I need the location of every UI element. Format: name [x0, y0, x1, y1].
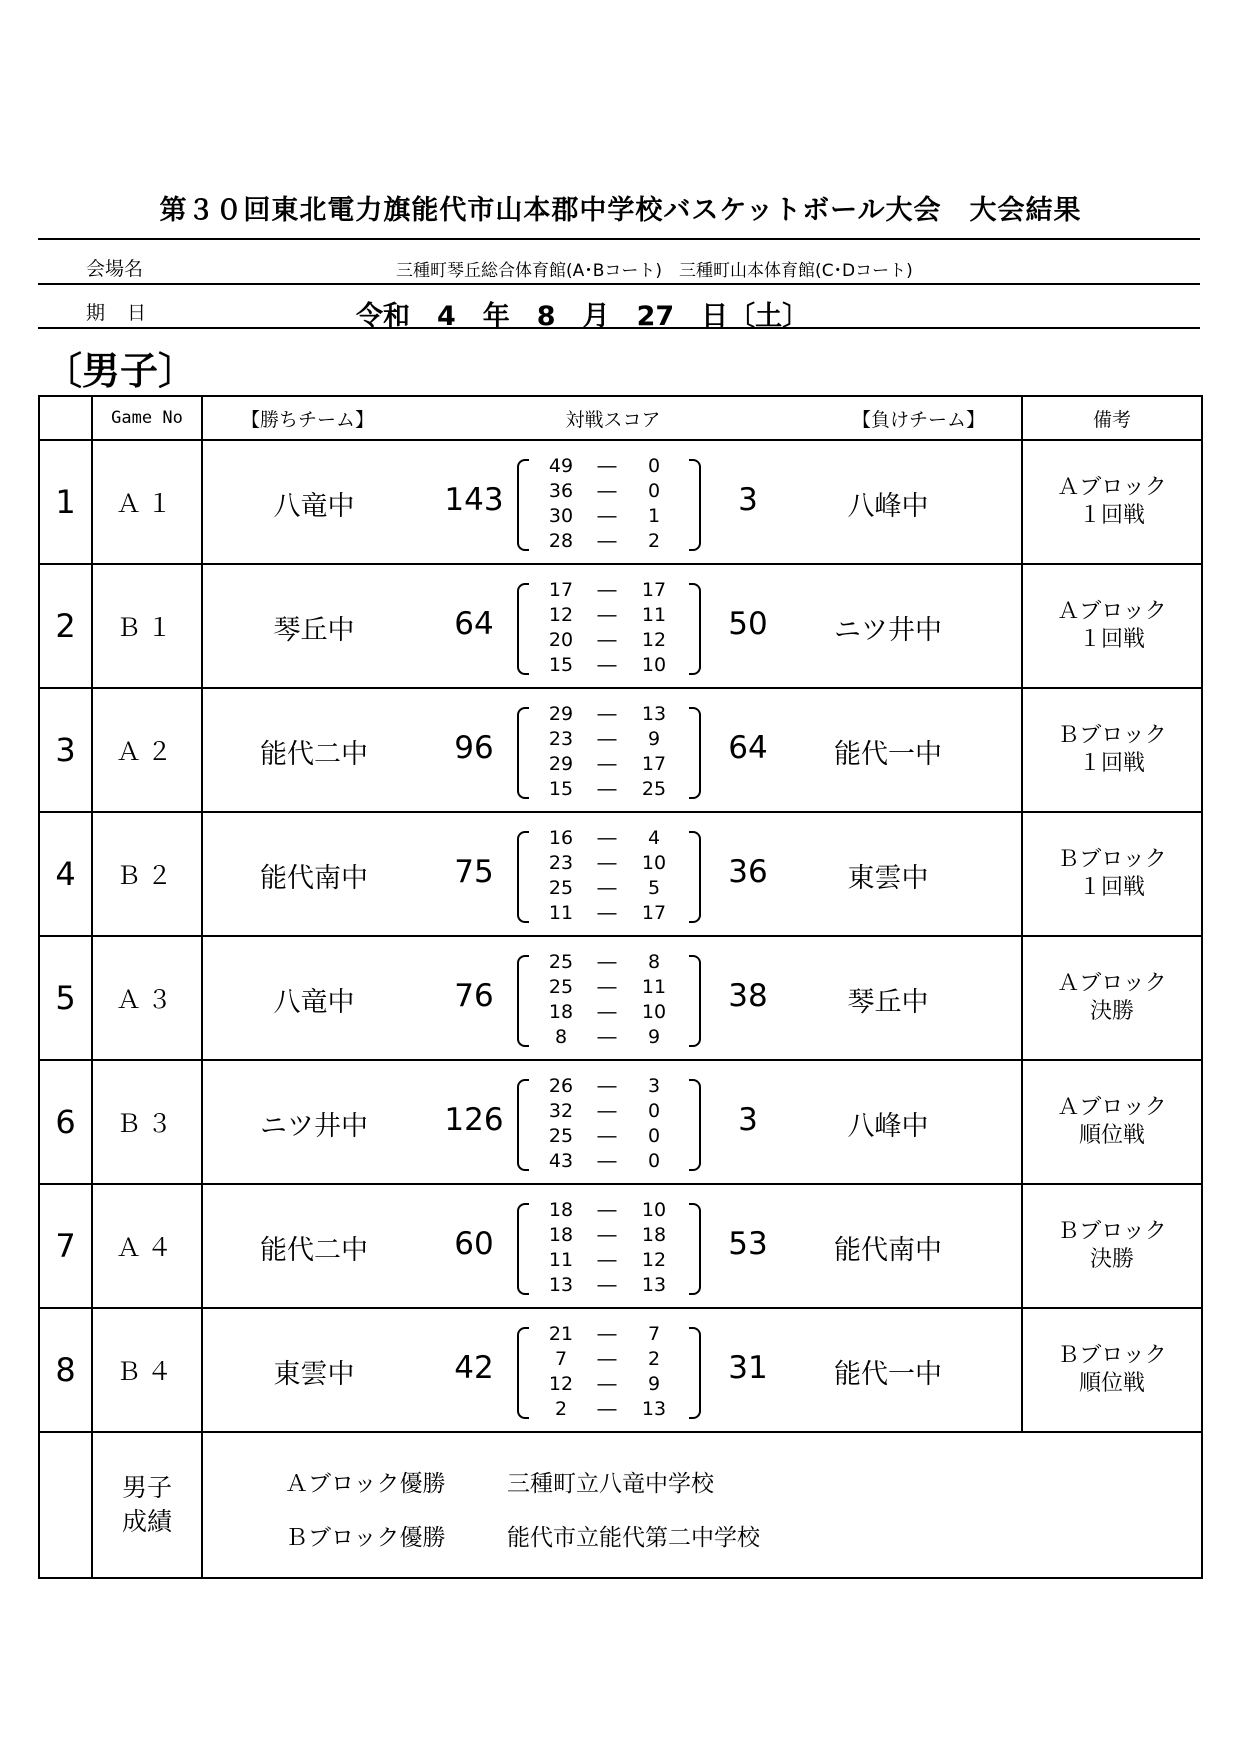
- winner-total: 96: [454, 730, 494, 766]
- summary-block-b: Ｂブロック優勝: [285, 1525, 446, 1551]
- bracket-right: [689, 707, 701, 799]
- quarter-winner-points: 36: [548, 480, 574, 502]
- divider-top: [38, 238, 1200, 240]
- loser-total: 50: [728, 606, 768, 642]
- note-cell: [1022, 564, 1202, 688]
- table-row: [39, 812, 1202, 936]
- quarter-score: [533, 1397, 683, 1422]
- quarter-scores: [533, 578, 683, 678]
- loser-team: 能代一中: [834, 739, 942, 770]
- bracket-right: [689, 1327, 701, 1419]
- bracket-right: [689, 459, 701, 551]
- quarter-dash: ―: [597, 530, 617, 552]
- quarter-winner-points: 30: [548, 505, 574, 527]
- quarter-winner-points: 25: [548, 951, 574, 973]
- winner-total: 75: [454, 854, 494, 890]
- winner-total: 64: [454, 606, 494, 642]
- table-row: [39, 1060, 1202, 1184]
- header-score: 対戦スコア: [565, 408, 661, 431]
- note-block: Ａブロック: [1057, 475, 1167, 500]
- loser-total: 38: [728, 978, 768, 1014]
- loser-total: 3: [738, 1102, 758, 1138]
- winner-total: 76: [454, 978, 494, 1014]
- quarter-loser-points: 7: [647, 1323, 661, 1345]
- quarter-score: [533, 628, 683, 653]
- quarter-score: [533, 1149, 683, 1174]
- winner-team: ニツ井中: [260, 1111, 368, 1142]
- note-round: １回戦: [1078, 751, 1145, 776]
- quarter-score: [533, 504, 683, 529]
- note-cell: [1022, 812, 1202, 936]
- quarter-score: [533, 901, 683, 926]
- quarter-score: [533, 1223, 683, 1248]
- table-row: [39, 564, 1202, 688]
- game-id: Ｂ１: [92, 564, 202, 688]
- quarter-winner-points: 15: [548, 654, 574, 676]
- game-id: Ｂ４: [92, 1308, 202, 1432]
- quarter-dash: ―: [597, 1125, 617, 1147]
- table-row: [39, 936, 1202, 1060]
- quarter-winner-points: 20: [548, 629, 574, 651]
- row-number: 4: [39, 812, 92, 936]
- bracket-left: [517, 955, 529, 1047]
- summary-school-a: 三種町立八竜中学校: [507, 1471, 714, 1497]
- note-block: Ａブロック: [1057, 971, 1167, 996]
- quarter-dash: ―: [597, 1274, 617, 1296]
- bracket-left: [517, 1079, 529, 1171]
- quarter-score: [533, 1124, 683, 1149]
- row-number: 3: [39, 688, 92, 812]
- quarter-winner-points: 25: [548, 1125, 574, 1147]
- quarter-loser-points: 3: [647, 1075, 661, 1097]
- date-value: 令和 4 年 8 月 27 日〔土〕: [356, 301, 810, 332]
- table-row: [39, 688, 1202, 812]
- quarter-dash: ―: [597, 505, 617, 527]
- quarter-winner-points: 32: [548, 1100, 574, 1122]
- quarter-winner-points: 2: [554, 1398, 568, 1420]
- quarter-score: [533, 702, 683, 727]
- loser-team: 八峰中: [847, 491, 929, 522]
- winner-total: 126: [444, 1102, 504, 1138]
- bracket-right: [689, 1079, 701, 1171]
- quarter-winner-points: 7: [554, 1348, 568, 1370]
- quarter-winner-points: 25: [548, 877, 574, 899]
- match-cell: [202, 1308, 1022, 1432]
- loser-team: 東雲中: [847, 863, 929, 894]
- winner-total: 60: [454, 1226, 494, 1262]
- quarter-winner-points: 49: [548, 455, 574, 477]
- quarter-loser-points: 13: [641, 1398, 667, 1420]
- loser-team: 八峰中: [847, 1111, 929, 1142]
- quarter-score: [533, 1198, 683, 1223]
- note-round: 順位戦: [1078, 1123, 1145, 1148]
- quarter-loser-points: 10: [641, 1001, 667, 1023]
- quarter-score: [533, 603, 683, 628]
- page-title: 第３０回東北電力旗能代市山本郡中学校バスケットボール大会 大会結果: [159, 195, 1082, 226]
- note-cell: [1022, 1308, 1202, 1432]
- bracket-left: [517, 1203, 529, 1295]
- quarter-loser-points: 2: [647, 1348, 661, 1370]
- quarter-dash: ―: [597, 703, 617, 725]
- quarter-dash: ―: [597, 753, 617, 775]
- game-id: Ｂ２: [92, 812, 202, 936]
- quarter-dash: ―: [597, 1249, 617, 1271]
- quarter-loser-points: 11: [641, 976, 667, 998]
- match-cell: [202, 1060, 1022, 1184]
- table-row: [39, 1308, 1202, 1432]
- quarter-loser-points: 8: [647, 951, 661, 973]
- winner-total: 143: [444, 482, 504, 518]
- quarter-dash: ―: [597, 1001, 617, 1023]
- winner-total: 42: [454, 1350, 494, 1386]
- quarter-scores: [533, 1074, 683, 1174]
- quarter-loser-points: 10: [641, 1199, 667, 1221]
- quarter-loser-points: 11: [641, 604, 667, 626]
- loser-team: 能代一中: [834, 1359, 942, 1390]
- quarter-dash: ―: [597, 1398, 617, 1420]
- quarter-score: [533, 1099, 683, 1124]
- quarter-winner-points: 43: [548, 1150, 574, 1172]
- results-table: [38, 395, 1203, 1579]
- quarter-score: [533, 851, 683, 876]
- quarter-dash: ―: [597, 778, 617, 800]
- match-cell: [202, 1184, 1022, 1308]
- game-id: Ａ１: [92, 440, 202, 564]
- quarter-winner-points: 26: [548, 1075, 574, 1097]
- divider-venue: [38, 283, 1200, 285]
- quarter-score: [533, 479, 683, 504]
- table-header-row: [39, 396, 1202, 440]
- quarter-winner-points: 23: [548, 852, 574, 874]
- quarter-loser-points: 0: [647, 455, 661, 477]
- bracket-right: [689, 583, 701, 675]
- loser-team: 琴丘中: [847, 987, 929, 1018]
- loser-team: 能代南中: [834, 1235, 942, 1266]
- game-id: Ａ４: [92, 1184, 202, 1308]
- quarter-score: [533, 1000, 683, 1025]
- quarter-winner-points: 11: [548, 1249, 574, 1271]
- quarter-winner-points: 18: [548, 1199, 574, 1221]
- note-round: １回戦: [1078, 875, 1145, 900]
- quarter-winner-points: 23: [548, 728, 574, 750]
- quarter-score: [533, 826, 683, 851]
- quarter-dash: ―: [597, 902, 617, 924]
- quarter-score: [533, 975, 683, 1000]
- bracket-right: [689, 1203, 701, 1295]
- quarter-dash: ―: [597, 1026, 617, 1048]
- bracket-left: [517, 707, 529, 799]
- quarter-dash: ―: [597, 1348, 617, 1370]
- quarter-score: [533, 1347, 683, 1372]
- row-number: 5: [39, 936, 92, 1060]
- quarter-winner-points: 28: [548, 530, 574, 552]
- winner-team: 能代二中: [260, 1235, 368, 1266]
- bracket-right: [689, 831, 701, 923]
- match-cell: [202, 440, 1022, 564]
- quarter-winner-points: 13: [548, 1274, 574, 1296]
- summary-index: [39, 1432, 92, 1578]
- quarter-dash: ―: [597, 1100, 617, 1122]
- quarter-score: [533, 1322, 683, 1347]
- quarter-loser-points: 0: [647, 1150, 661, 1172]
- venue-value: 三種町琴丘総合体育館(A･Bコート) 三種町山本体育館(C･Dコート): [396, 261, 913, 281]
- quarter-score: [533, 1074, 683, 1099]
- quarter-scores: [533, 826, 683, 926]
- summary-result-b: [285, 1519, 760, 1552]
- header-match: [202, 396, 1022, 440]
- quarter-score: [533, 777, 683, 802]
- note-cell: [1022, 440, 1202, 564]
- quarter-loser-points: 10: [641, 654, 667, 676]
- quarter-winner-points: 8: [554, 1026, 568, 1048]
- quarter-winner-points: 18: [548, 1224, 574, 1246]
- summary-row: [39, 1432, 1202, 1578]
- quarter-score: [533, 529, 683, 554]
- summary-label-line2: 成績: [121, 1507, 172, 1536]
- row-number: 7: [39, 1184, 92, 1308]
- divider-date: [38, 327, 1200, 329]
- quarter-score: [533, 578, 683, 603]
- summary-block-a: Ａブロック優勝: [285, 1471, 446, 1497]
- quarter-dash: ―: [597, 951, 617, 973]
- quarter-dash: ―: [597, 1323, 617, 1345]
- quarter-score: [533, 653, 683, 678]
- quarter-winner-points: 15: [548, 778, 574, 800]
- quarter-dash: ―: [597, 827, 617, 849]
- quarter-scores: [533, 950, 683, 1050]
- bracket-left: [517, 1327, 529, 1419]
- quarter-dash: ―: [597, 728, 617, 750]
- quarter-score: [533, 1248, 683, 1273]
- quarter-score: [533, 752, 683, 777]
- row-number: 8: [39, 1308, 92, 1432]
- quarter-winner-points: 21: [548, 1323, 574, 1345]
- quarter-loser-points: 0: [647, 1125, 661, 1147]
- note-block: Ｂブロック: [1057, 1219, 1167, 1244]
- summary-result-a: [285, 1465, 714, 1498]
- game-id: Ａ２: [92, 688, 202, 812]
- bracket-left: [517, 459, 529, 551]
- header-index: [39, 396, 92, 440]
- quarter-dash: ―: [597, 976, 617, 998]
- quarter-loser-points: 18: [641, 1224, 667, 1246]
- quarter-dash: ―: [597, 1199, 617, 1221]
- note-block: Ｂブロック: [1057, 1343, 1167, 1368]
- game-id: Ａ３: [92, 936, 202, 1060]
- quarter-dash: ―: [597, 1224, 617, 1246]
- quarter-loser-points: 13: [641, 1274, 667, 1296]
- quarter-scores: [533, 1322, 683, 1422]
- quarter-winner-points: 25: [548, 976, 574, 998]
- row-number: 1: [39, 440, 92, 564]
- note-round: 決勝: [1089, 1247, 1134, 1272]
- game-id: Ｂ３: [92, 1060, 202, 1184]
- note-round: 決勝: [1089, 999, 1134, 1024]
- match-cell: [202, 688, 1022, 812]
- quarter-winner-points: 12: [548, 604, 574, 626]
- quarter-dash: ―: [597, 1075, 617, 1097]
- quarter-loser-points: 9: [647, 728, 661, 750]
- quarter-score: [533, 1273, 683, 1298]
- quarter-loser-points: 5: [647, 877, 661, 899]
- quarter-dash: ―: [597, 455, 617, 477]
- date-label: 期日: [86, 302, 169, 324]
- loser-total: 64: [728, 730, 768, 766]
- quarter-loser-points: 9: [647, 1026, 661, 1048]
- note-round: １回戦: [1078, 503, 1145, 528]
- bracket-right: [689, 955, 701, 1047]
- summary-label-line1: 男子: [121, 1473, 172, 1502]
- header-loser: 【負けチーム】: [851, 408, 985, 431]
- loser-total: 3: [738, 482, 758, 518]
- loser-total: 31: [728, 1350, 768, 1386]
- quarter-score: [533, 727, 683, 752]
- quarter-score: [533, 876, 683, 901]
- note-cell: [1022, 1060, 1202, 1184]
- winner-team: 八竜中: [273, 491, 355, 522]
- quarter-score: [533, 950, 683, 975]
- quarter-loser-points: 12: [641, 629, 667, 651]
- quarter-winner-points: 18: [548, 1001, 574, 1023]
- quarter-scores: [533, 454, 683, 554]
- quarter-loser-points: 0: [647, 480, 661, 502]
- note-block: Ａブロック: [1057, 1095, 1167, 1120]
- venue-label: 会場名: [86, 258, 144, 280]
- table-row: [39, 440, 1202, 564]
- quarter-dash: ―: [597, 1373, 617, 1395]
- quarter-winner-points: 16: [548, 827, 574, 849]
- quarter-dash: ―: [597, 480, 617, 502]
- quarter-dash: ―: [597, 629, 617, 651]
- summary-label: [92, 1432, 202, 1578]
- quarter-winner-points: 11: [548, 902, 574, 924]
- summary-school-b: 能代市立能代第二中学校: [507, 1525, 760, 1551]
- match-cell: [202, 812, 1022, 936]
- note-cell: [1022, 1184, 1202, 1308]
- quarter-loser-points: 10: [641, 852, 667, 874]
- table-row: [39, 1184, 1202, 1308]
- quarter-scores: [533, 1198, 683, 1298]
- note-block: Ｂブロック: [1057, 723, 1167, 748]
- note-block: Ａブロック: [1057, 599, 1167, 624]
- quarter-winner-points: 17: [548, 579, 574, 601]
- quarter-winner-points: 12: [548, 1373, 574, 1395]
- row-number: 2: [39, 564, 92, 688]
- note-block: Ｂブロック: [1057, 847, 1167, 872]
- note-round: １回戦: [1078, 627, 1145, 652]
- quarter-dash: ―: [597, 579, 617, 601]
- match-cell: [202, 936, 1022, 1060]
- quarter-winner-points: 29: [548, 753, 574, 775]
- note-cell: [1022, 936, 1202, 1060]
- winner-team: 能代南中: [260, 863, 368, 894]
- header-game-no: Game No: [92, 396, 202, 440]
- quarter-score: [533, 1025, 683, 1050]
- loser-total: 53: [728, 1226, 768, 1262]
- quarter-score: [533, 454, 683, 479]
- summary-content: [202, 1432, 1202, 1578]
- bracket-left: [517, 583, 529, 675]
- note-cell: [1022, 688, 1202, 812]
- row-number: 6: [39, 1060, 92, 1184]
- quarter-dash: ―: [597, 604, 617, 626]
- winner-team: 東雲中: [273, 1359, 355, 1390]
- quarter-loser-points: 1: [647, 505, 661, 527]
- quarter-dash: ―: [597, 654, 617, 676]
- quarter-loser-points: 25: [641, 778, 667, 800]
- quarter-loser-points: 0: [647, 1100, 661, 1122]
- loser-total: 36: [728, 854, 768, 890]
- winner-team: 八竜中: [273, 987, 355, 1018]
- match-cell: [202, 564, 1022, 688]
- section-heading: 〔男子〕: [44, 349, 197, 393]
- quarter-score: [533, 1372, 683, 1397]
- quarter-loser-points: 2: [647, 530, 661, 552]
- quarter-dash: ―: [597, 852, 617, 874]
- note-round: 順位戦: [1078, 1371, 1145, 1396]
- quarter-dash: ―: [597, 877, 617, 899]
- quarter-scores: [533, 702, 683, 802]
- quarter-loser-points: 9: [647, 1373, 661, 1395]
- quarter-loser-points: 13: [641, 703, 667, 725]
- winner-team: 能代二中: [260, 739, 368, 770]
- quarter-loser-points: 12: [641, 1249, 667, 1271]
- quarter-loser-points: 17: [641, 579, 667, 601]
- quarter-winner-points: 29: [548, 703, 574, 725]
- loser-team: ニツ井中: [834, 615, 942, 646]
- bracket-left: [517, 831, 529, 923]
- quarter-loser-points: 17: [641, 753, 667, 775]
- quarter-loser-points: 4: [647, 827, 661, 849]
- winner-team: 琴丘中: [273, 615, 355, 646]
- quarter-loser-points: 17: [641, 902, 667, 924]
- header-winner: 【勝ちチーム】: [241, 408, 375, 431]
- header-note: 備考: [1022, 396, 1202, 440]
- quarter-dash: ―: [597, 1150, 617, 1172]
